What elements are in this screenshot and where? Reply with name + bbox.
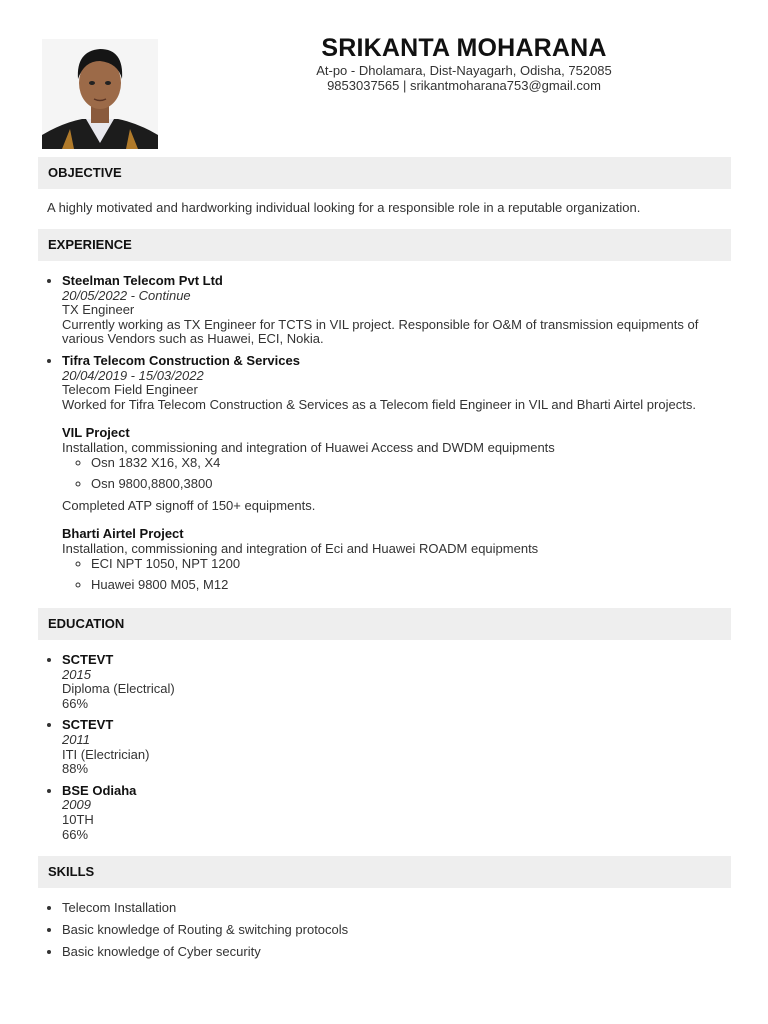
list-item: ◦ Osn 1832 X16, X8, X4 xyxy=(91,456,738,471)
company-name: • Steelman Telecom Pvt Ltd xyxy=(62,273,223,288)
project-bharti-airtel xyxy=(62,527,738,592)
institution-name: • SCTEVT xyxy=(62,717,114,733)
institution-name: • BSE Odiaha xyxy=(62,782,137,798)
list-item: ◦ Osn 9800,8800,3800 xyxy=(91,477,738,492)
profile-photo xyxy=(42,39,158,149)
project-summary: Installation, commissioning and integration of Huawei Access and DWDM equipments xyxy=(62,439,555,455)
section-header-experience: EXPERIENCE xyxy=(38,229,731,261)
list-item: • Basic knowledge of Cyber security xyxy=(62,945,738,960)
score: 66% xyxy=(62,826,89,842)
education-list xyxy=(47,653,738,849)
education-year: 2015 xyxy=(62,666,91,682)
objective-text: A highly motivated and hardworking individual looking for a responsible role in a reputable organization. xyxy=(47,200,641,215)
candidate-name: SRIKANTA MOHARANA xyxy=(321,34,607,62)
project-note: Completed ATP signoff of 150+ equipments. xyxy=(62,497,316,513)
list-item xyxy=(62,653,738,711)
skills-list xyxy=(47,901,738,967)
employment-date: 20/05/2022 - Continue xyxy=(62,287,191,303)
job-role: Telecom Field Engineer xyxy=(62,382,198,398)
job-role: TX Engineer xyxy=(62,302,135,318)
person-portrait-icon xyxy=(42,39,158,149)
experience-list xyxy=(47,274,738,600)
list-item: • Telecom Installation xyxy=(62,901,738,916)
list-item xyxy=(62,718,738,776)
score: 88% xyxy=(62,761,89,777)
project-summary: Installation, commissioning and integration of Eci and Huawei ROADM equipments xyxy=(62,540,539,556)
education-year: 2009 xyxy=(62,797,91,813)
institution-name: • SCTEVT xyxy=(62,652,114,667)
list-item xyxy=(62,784,738,842)
address-line: At-po - Dholamara, Dist-Nayagarh, Odisha, 752085 xyxy=(316,63,612,78)
project-vil xyxy=(62,426,738,513)
contact-line: 9853037565 | srikantmoharana753@gmail.com xyxy=(327,78,601,93)
project-title: Bharti Airtel Project xyxy=(62,526,184,542)
employment-date: 20/04/2019 - 15/03/2022 xyxy=(62,367,204,383)
list-item xyxy=(62,354,738,593)
company-name: • Tifra Telecom Construction & Services xyxy=(62,352,300,368)
list-item xyxy=(62,274,738,347)
education-year: 2011 xyxy=(62,731,90,747)
section-header-objective: OBJECTIVE xyxy=(38,157,731,189)
section-header-education: EDUCATION xyxy=(38,608,731,640)
course-name: ITI (Electrician) xyxy=(62,746,150,762)
list-item: • Basic knowledge of Routing & switching protocols xyxy=(62,923,738,938)
list-item: ◦ Huawei 9800 M05, M12 xyxy=(91,578,738,593)
resume-header xyxy=(160,33,768,93)
job-description: Worked for Tifra Telecom Construction & Services as a Telecom field Engineer in VIL and Bharti Airtel projects. xyxy=(62,396,696,412)
section-header-skills: SKILLS xyxy=(38,856,731,888)
score: 66% xyxy=(62,695,89,711)
job-description: Currently working as TX Engineer for TCTS in VIL project. Responsible for O&M of transmission equipments of various Vendors such as Huawei, ECI, Nokia. xyxy=(62,316,699,347)
course-name: 10TH xyxy=(62,811,94,827)
course-name: Diploma (Electrical) xyxy=(62,681,175,697)
project-title: VIL Project xyxy=(62,425,130,441)
list-item: ◦ ECI NPT 1050, NPT 1200 xyxy=(91,557,738,572)
